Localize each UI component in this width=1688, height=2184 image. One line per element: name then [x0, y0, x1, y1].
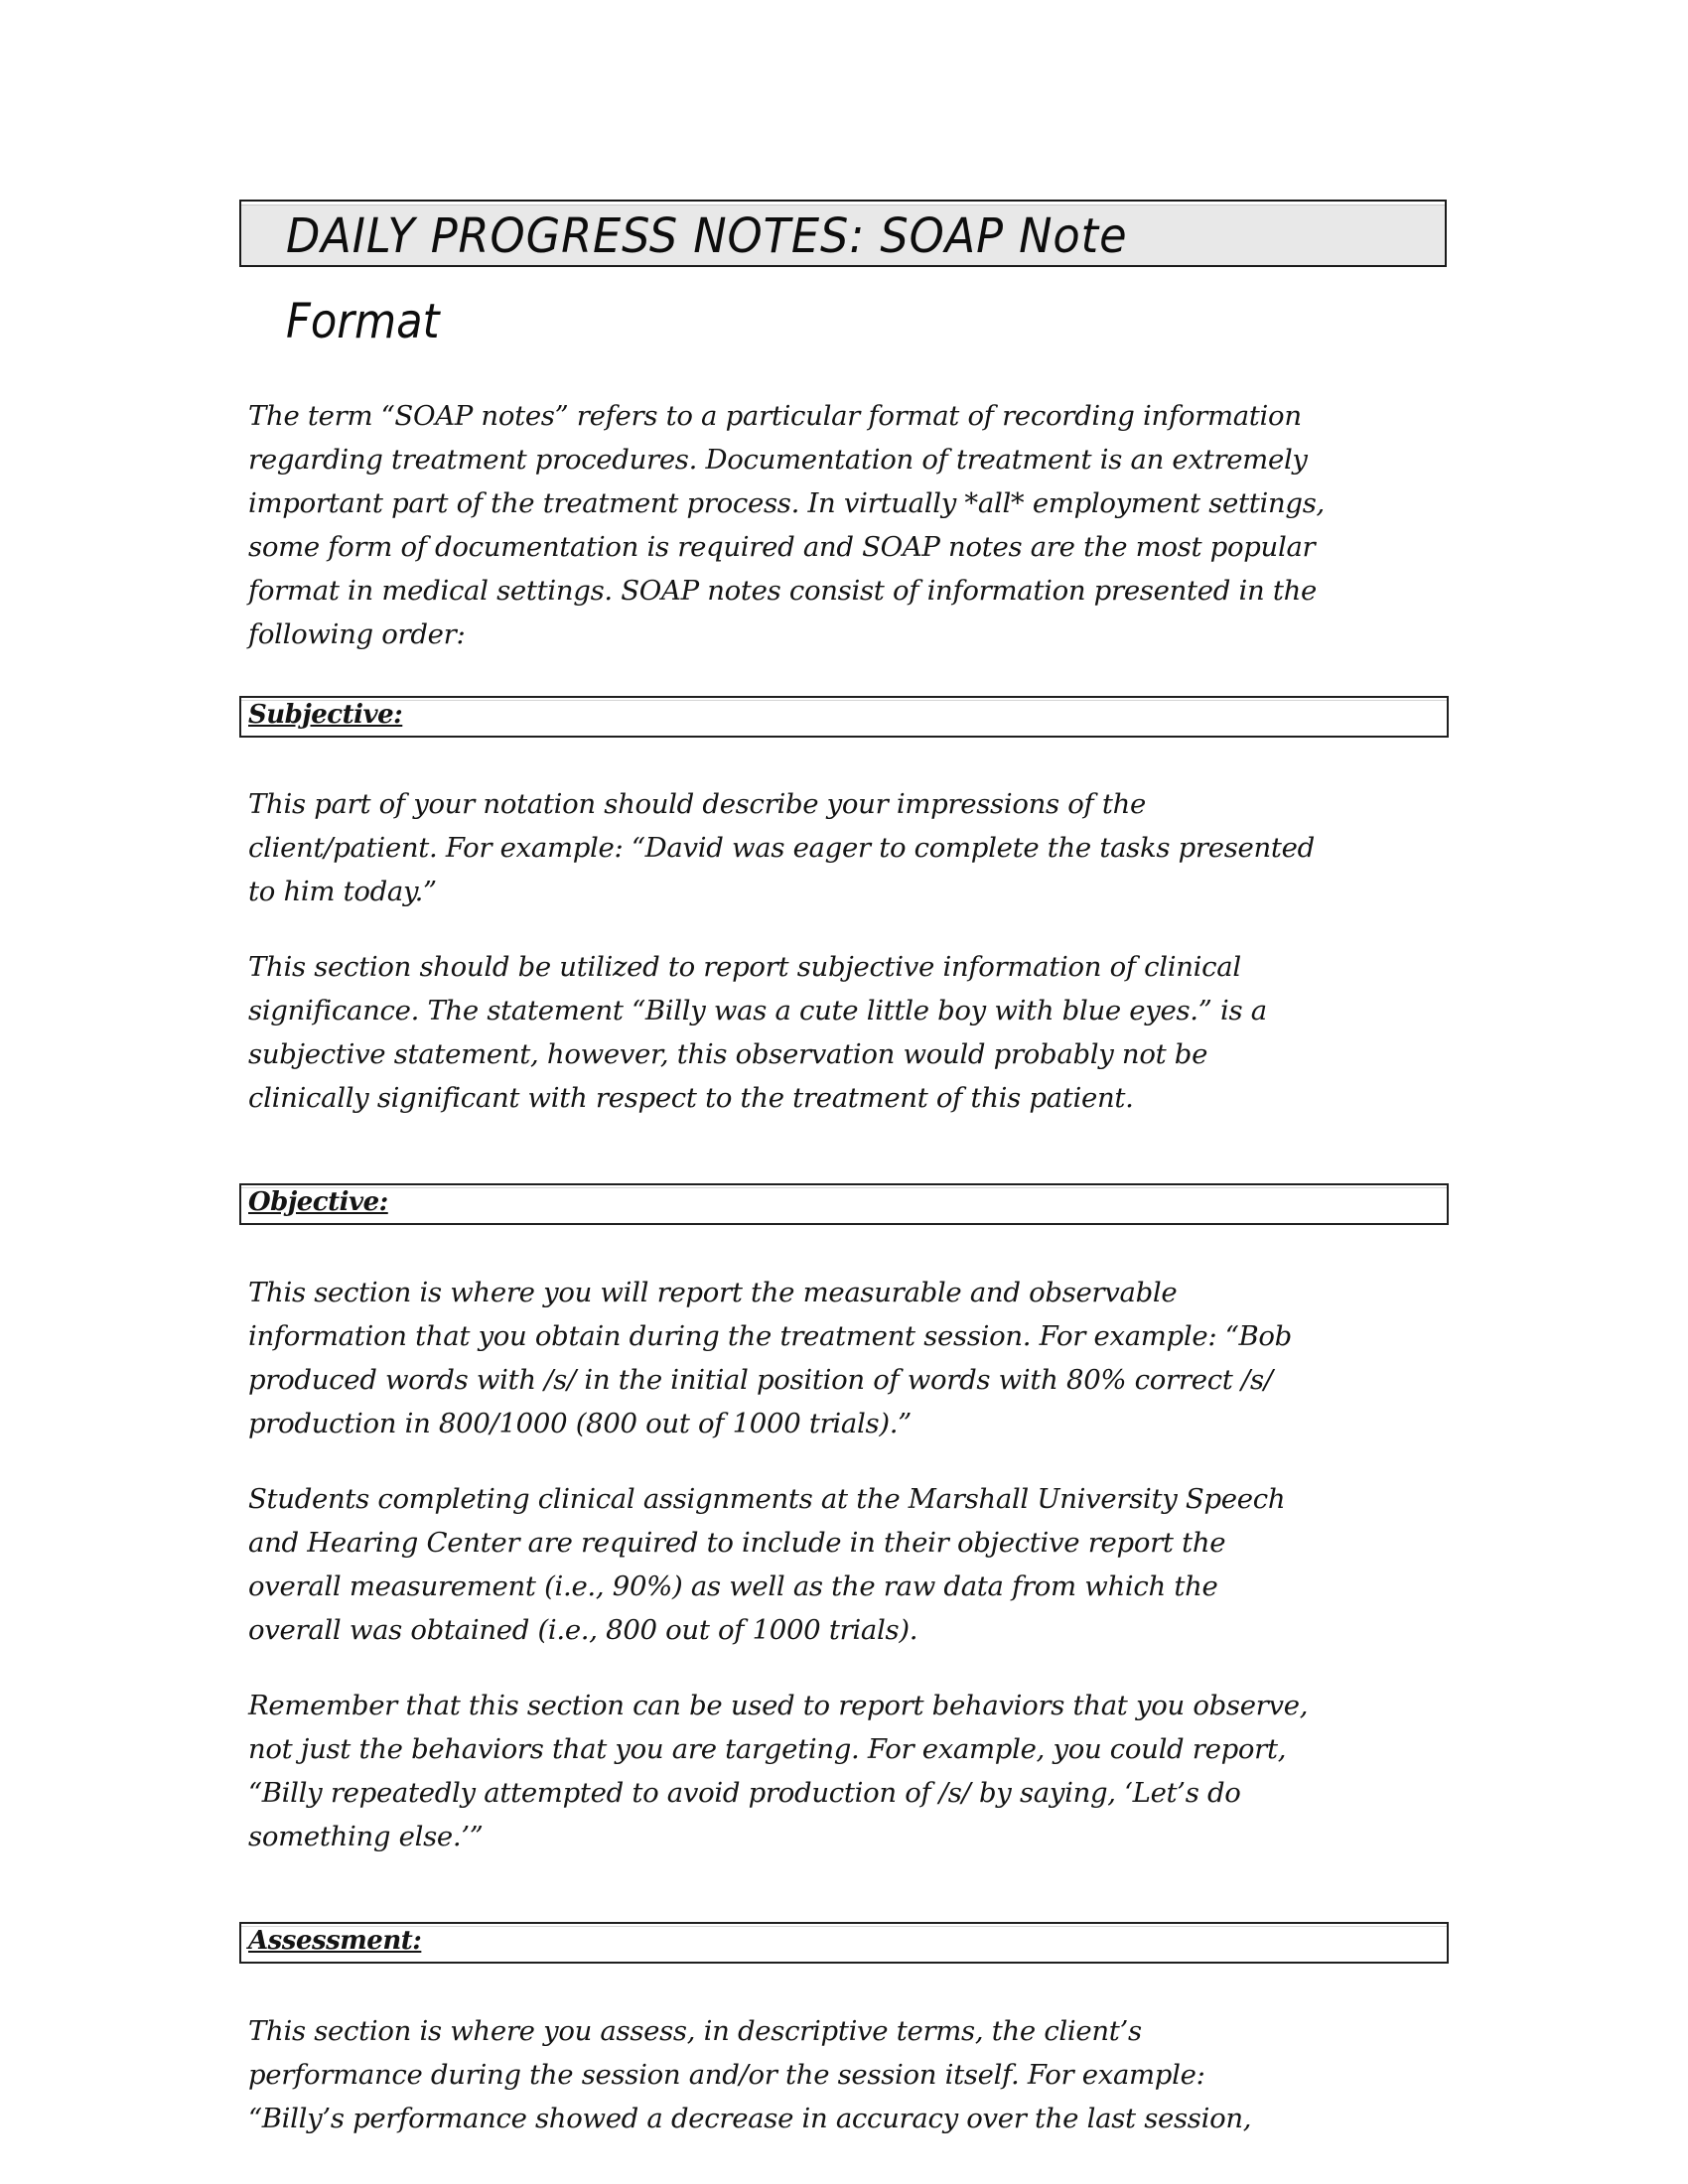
- page-title: DAILY PROGRESS NOTES: SOAP Note: [286, 208, 1128, 264]
- section-header-subjective: [239, 696, 1449, 738]
- text-line: This section is where you will report the measurable and observable: [248, 1277, 1178, 1308]
- text-line: and Hearing Center are required to include in their objective report the: [248, 1527, 1226, 1559]
- text-line: This section is where you assess, in descriptive terms, the client’s: [248, 2015, 1142, 2047]
- text-line: subjective statement, however, this observation would probably not be: [248, 1038, 1208, 1070]
- text-line: “Billy repeatedly attempted to avoid production of /s/ by saying, ‘Let’s do: [248, 1777, 1241, 1809]
- text-line: overall measurement (i.e., 90%) as well as the raw data from which the: [248, 1570, 1218, 1602]
- text-line: “Billy’s performance showed a decrease in accuracy over the last session,: [248, 2103, 1252, 2134]
- text-line: something else.’”: [248, 1821, 484, 1852]
- section-header-objective: [239, 1183, 1449, 1225]
- objective-paragraph-3: [248, 1684, 1470, 1858]
- text-line: following order:: [248, 618, 466, 650]
- text-line: produced words with /s/ in the initial position of words with 80% correct /s/: [248, 1364, 1273, 1396]
- text-line: clinically significant with respect to the treatment of this patient.: [248, 1082, 1134, 1114]
- text-line: important part of the treatment process. In virtually *all* employment settings,: [248, 487, 1325, 519]
- text-line: This part of your notation should describe your impressions of the: [248, 788, 1147, 820]
- text-line: Students completing clinical assignments at the Marshall University Speech: [248, 1483, 1286, 1515]
- assessment-paragraph-1: [248, 2009, 1470, 2140]
- subjective-paragraph-1: [248, 782, 1470, 913]
- text-line: Remember that this section can be used to report behaviors that you observe,: [248, 1690, 1309, 1721]
- text-line: The term “SOAP notes” refers to a particular format of recording information: [248, 400, 1302, 432]
- text-line: This section should be utilized to report subjective information of clinical: [248, 951, 1241, 983]
- subjective-paragraph-2: [248, 945, 1470, 1120]
- text-line: production in 800/1000 (800 out of 1000 trials).”: [248, 1408, 912, 1439]
- section-label: Objective:: [248, 1187, 388, 1217]
- intro-paragraph: [248, 394, 1470, 656]
- section-header-assessment: [239, 1922, 1449, 1964]
- objective-paragraph-2: [248, 1477, 1470, 1652]
- text-line: client/patient. For example: “David was eager to complete the tasks presented: [248, 832, 1315, 864]
- page-title-continued: Format: [286, 294, 440, 349]
- text-line: overall was obtained (i.e., 800 out of 1000 trials).: [248, 1614, 918, 1646]
- text-line: significance. The statement “Billy was a cute little boy with blue eyes.” is a: [248, 995, 1267, 1026]
- text-line: information that you obtain during the treatment session. For example: “Bob: [248, 1320, 1292, 1352]
- text-line: to him today.”: [248, 876, 437, 907]
- text-line: format in medical settings. SOAP notes consist of information presented in the: [248, 575, 1317, 607]
- text-line: performance during the session and/or the session itself. For example:: [248, 2059, 1205, 2091]
- text-line: regarding treatment procedures. Documentation of treatment is an extremely: [248, 444, 1308, 476]
- text-line: not just the behaviors that you are targeting. For example, you could report,: [248, 1733, 1287, 1765]
- section-label: Subjective:: [248, 700, 403, 730]
- text-line: some form of documentation is required and SOAP notes are the most popular: [248, 531, 1316, 563]
- section-label: Assessment:: [248, 1926, 422, 1956]
- objective-paragraph-1: [248, 1271, 1470, 1445]
